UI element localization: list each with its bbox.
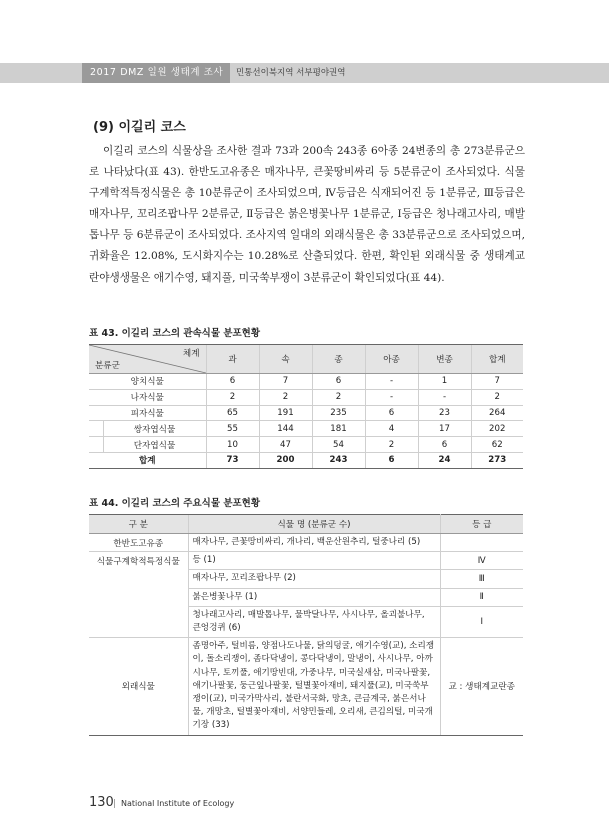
col-header: 변종	[418, 345, 471, 374]
total-cell: 243	[312, 452, 365, 468]
section-title: (9) 이길리 코스	[93, 120, 186, 135]
row-label: 쌍자엽식물	[103, 421, 206, 437]
header-region-title: 민통선이북지역 서부평야권역	[236, 68, 346, 78]
cell: 144	[259, 421, 312, 437]
plants-endemic: 매자나무, 큰꽃땅비싸리, 개나리, 백운산원추리, 털중나리 (5)	[188, 534, 440, 552]
body-paragraph	[89, 141, 525, 289]
table-row	[89, 638, 523, 735]
table43	[89, 344, 523, 469]
cell: 181	[312, 421, 365, 437]
cell: 4	[365, 421, 418, 437]
cell: 202	[471, 421, 523, 437]
table44	[89, 514, 523, 736]
cell: 65	[206, 405, 259, 421]
cell: 7	[471, 374, 523, 390]
table-row	[89, 405, 523, 421]
footer-separator: |	[113, 799, 117, 809]
cell: 7	[259, 374, 312, 390]
col-header: 등 급	[440, 515, 523, 534]
category-endemic: 한반도고유종	[89, 534, 188, 552]
cell: -	[365, 389, 418, 405]
row-label: 단자엽식물	[103, 437, 206, 453]
cell: 2	[259, 389, 312, 405]
col-header: 합계	[471, 345, 523, 374]
row-label: 피자식물	[89, 405, 206, 421]
cell: 47	[259, 437, 312, 453]
indent-cell	[89, 437, 103, 453]
category-floristic: 식물구계학적특정식물	[89, 552, 188, 638]
col-header: 아종	[365, 345, 418, 374]
cell: 54	[312, 437, 365, 453]
table-row	[89, 552, 523, 570]
table43-total-row	[89, 452, 523, 468]
total-cell: 73	[206, 452, 259, 468]
corner-bottom-label: 분류군	[95, 361, 120, 371]
col-header: 식물 명 (분류군 수)	[188, 515, 440, 534]
footer-institute: National Institute of Ecology	[121, 799, 235, 808]
cell: 2	[365, 437, 418, 453]
cell: 55	[206, 421, 259, 437]
table43-caption: 표 43. 이길리 코스의 관속식물 분포현황	[89, 328, 261, 339]
grade: Ⅲ	[440, 570, 523, 588]
total-cell: 24	[418, 452, 471, 468]
table44-caption: 표 44. 이길리 코스의 주요식물 분포현황	[89, 498, 261, 509]
table-row	[89, 421, 523, 437]
cell: 191	[259, 405, 312, 421]
table-row	[89, 437, 523, 453]
grade-empty	[440, 534, 523, 552]
col-header: 종	[312, 345, 365, 374]
col-header: 과	[206, 345, 259, 374]
total-label: 합계	[89, 452, 206, 468]
grade: Ⅰ	[440, 606, 523, 637]
cell: 235	[312, 405, 365, 421]
cell: 2	[312, 389, 365, 405]
header-series-title: 2017 DMZ 일원 생태계 조사	[82, 63, 230, 83]
row-label: 나자식물	[89, 389, 206, 405]
plants-alien: 좀명아주, 털비름, 양점나도나물, 닭의덩굴, 애기수영(교), 소리쟁이, 돌소리쟁이, 좀다닥냉이, 콩다닥냉이, 말냉이, 사시나무, 아까시나무, 토끼풀, 애기땅빈대, 가중나무, 미국실새삼, 미국나팔꽃, 애기나팔꽃, 둥근잎나팔꽃, 털별꽃아재비, 돼지풀(교), 미국쑥부쟁이(교), 미국가막사리, 불란서국화, 망초, 큰금계국, 붉은서나물, 개망초, 털별꽃아재비, 서양민들레, 오리새, 큰김의털, 미국개기장 (33)	[188, 638, 440, 735]
plants-floristic: 매자나무, 꼬리조팝나무 (2)	[188, 570, 440, 588]
col-header: 속	[259, 345, 312, 374]
total-cell: 200	[259, 452, 312, 468]
table44-header-row	[89, 515, 523, 534]
total-cell: 273	[471, 452, 523, 468]
plants-floristic: 청나래고사리, 매발톱나무, 물박달나무, 사시나무, 올괴불나무, 큰엉겅퀴 (6)	[188, 606, 440, 637]
table43-header-row	[89, 345, 523, 374]
plants-floristic: 붉은병꽃나무 (1)	[188, 588, 440, 606]
cell: 2	[471, 389, 523, 405]
cell: 264	[471, 405, 523, 421]
cell: 2	[206, 389, 259, 405]
total-cell: 6	[365, 452, 418, 468]
col-header: 구 분	[89, 515, 188, 534]
cell: 6	[365, 405, 418, 421]
cell: 23	[418, 405, 471, 421]
category-alien: 외래식물	[89, 638, 188, 735]
cell: 6	[206, 374, 259, 390]
plants-floristic: 등 (1)	[188, 552, 440, 570]
table-row	[89, 389, 523, 405]
cell: 17	[418, 421, 471, 437]
grade-alien: 교 : 생태계교란종	[440, 638, 523, 735]
corner-top-label: 체계	[182, 349, 200, 359]
row-label: 양치식물	[89, 374, 206, 390]
table-row	[89, 534, 523, 552]
cell: -	[418, 389, 471, 405]
grade: Ⅱ	[440, 588, 523, 606]
cell: 6	[418, 437, 471, 453]
table43-corner-cell	[89, 345, 206, 374]
paragraph-text: 이길리 코스의 식물상을 조사한 결과 73과 200속 243종 6아종 24변종의 총 273분류군으로 나타났다(표 43). 한반도고유종은 매자나무, 큰꽃땅비싸리 등 5분류군이 조사되었다. 식물구계학적특정식물은 총 10분류군이 조사되었으며, Ⅳ등급은 식재되어진 등 1분류군, Ⅲ등급은 매자나무, 꼬리조팝나무 2분류군, Ⅱ등급은 붉은병꽃나무 1분류군, Ⅰ등급은 청나래고사리, 매발톱나무 등 6분류군이 조사되었다. 조사지역 일대의 외래식물은 총 33분류군으로 조사되었으며, 귀화율은 12.08%, 도시화지수는 10.28%로 산출되었다. 한편, 확인된 외래식물 중 생태계교란야생생물은 애기수영, 돼지풀, 미국쑥부쟁이 3분류군이 확인되었다(표 44).	[89, 145, 525, 284]
page-number: 130	[89, 795, 114, 810]
cell: 62	[471, 437, 523, 453]
cell: 10	[206, 437, 259, 453]
cell: 6	[312, 374, 365, 390]
cell: -	[365, 374, 418, 390]
grade: Ⅳ	[440, 552, 523, 570]
indent-cell	[89, 421, 103, 437]
cell: 1	[418, 374, 471, 390]
table-row	[89, 374, 523, 390]
